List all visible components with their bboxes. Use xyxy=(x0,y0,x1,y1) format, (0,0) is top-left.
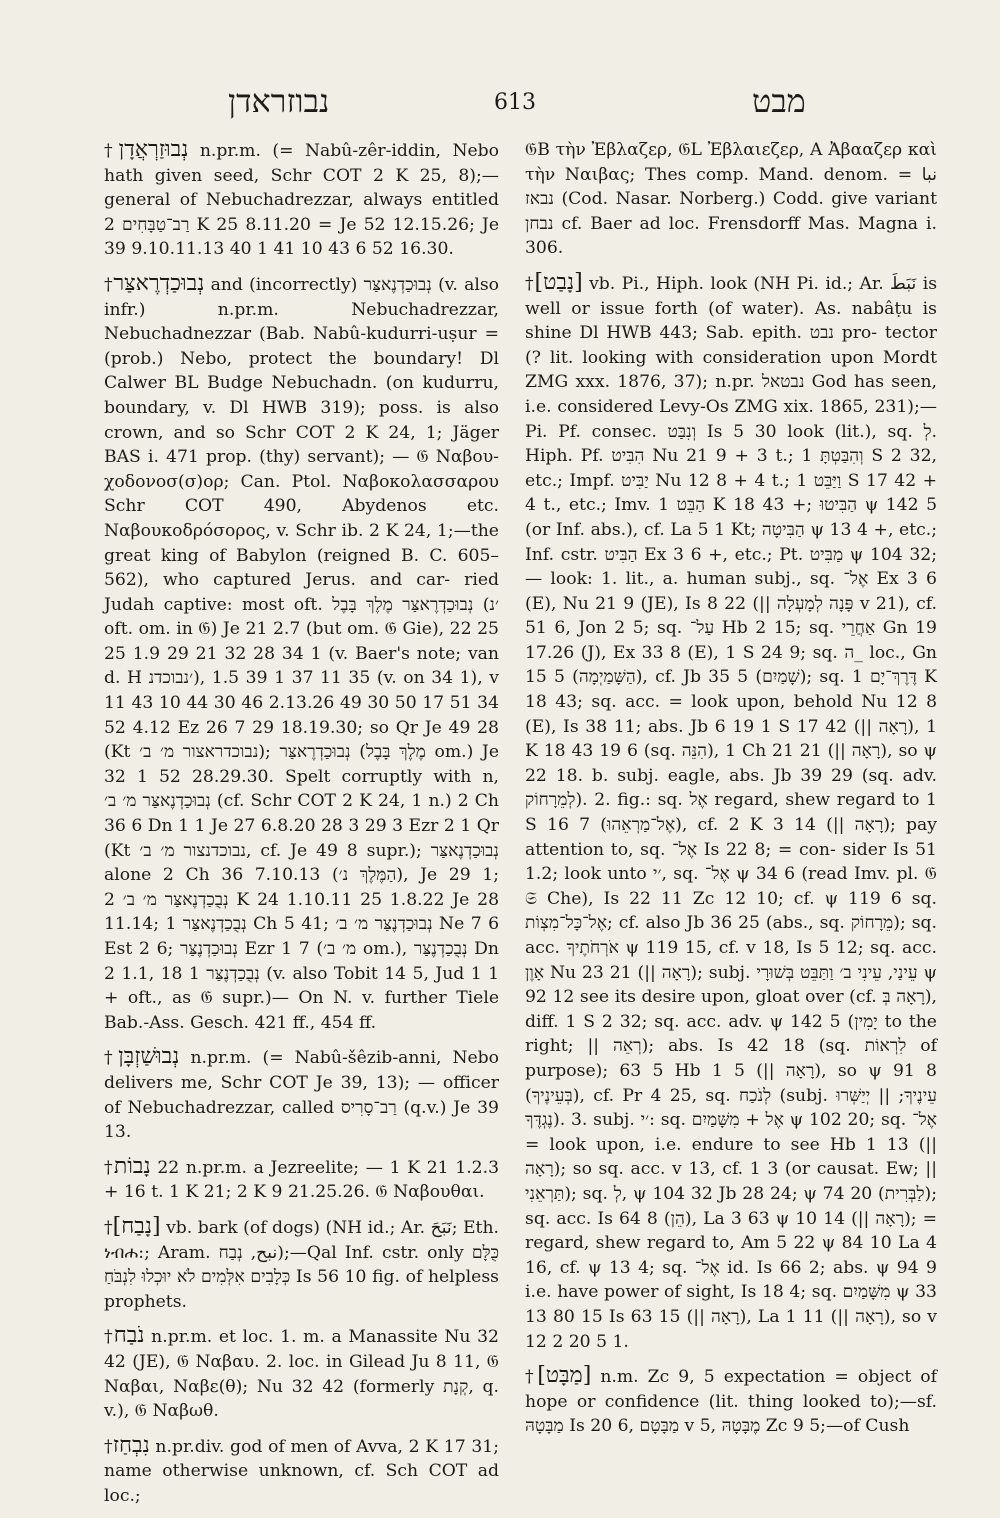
dagger-mark: † xyxy=(104,274,114,295)
running-head-left: נבוזראדן xyxy=(228,82,330,120)
entry-text-line: On N. v. further Tiele Bab.-Ass. Gesch. 421 ff., 454 ff. xyxy=(104,988,499,1033)
entry-text-line: קְנָת, q. v.), 𝔊 Ναβωθ. xyxy=(104,1376,499,1422)
entry-text-line: (שָׁמַיִם); sq. דֶּרֶךְ־יָם 1 K 18 43; sq. acc. = look xyxy=(525,667,937,713)
entry-text-line: sq. acc. אֹרְחֹתֶיךָ ψ 119 15, cf. v 18, Is 5 12; sq. acc. xyxy=(525,913,937,958)
left-column xyxy=(104,138,499,1518)
entry-text-line: fig. of helpless prophets. xyxy=(104,1267,499,1312)
entry-text-line: so v 12 2 20 5 1. xyxy=(525,1306,937,1352)
entry-text-line: sq. עַל־ Hb 2 15; sq. אַחֲרֵי Gn 19 17.26 (J), Ex 33 8 (E), xyxy=(525,618,937,663)
entry-text-line: Nebo hath given seed, Schr COT 2 K 25, 8);—general xyxy=(104,141,500,211)
entry-text-line: tector (? lit. looking with consideration upon xyxy=(525,323,937,368)
entry-text-line: COT 490, Abydenos etc. Ναβουκοδρόσορος, v. Schr xyxy=(104,496,499,541)
entry-text-line: n.pr.m. et loc. 1. m. a Manassite xyxy=(151,1327,445,1348)
entry-text-line: Jb 28 24; ψ 74 20 (לַבְּרִית); sq. acc. Is 64 8 (הֵן), xyxy=(525,1183,937,1229)
entry-headword: [נָבַח] xyxy=(112,1213,161,1239)
entry-headword: נָבוֹת xyxy=(113,1153,151,1179)
dictionary-entry xyxy=(525,1364,937,1439)
entry-text-line: nabâṭu is shine Dl HWB 443; Sab. epith. נבט pro- xyxy=(525,298,938,344)
dagger-mark: † xyxy=(104,141,119,161)
entry-headword: נֹבַח xyxy=(113,1323,145,1349)
entry-text-line: 1 S 24 9; sq. ה_ loc., Gn 15 5 (הַשָּׁמַיְמָה), cf. Jb 35 5 xyxy=(525,642,938,688)
entry-text-line: הַבִּיט Ex 3 6 +, etc.; Pt. מַבִּיט ψ 104 32; — look: xyxy=(525,544,937,590)
entry-text-line: sider Is 51 1.2; look unto ׳י, sq. אֶל־ ψ 34 6 (read xyxy=(525,839,937,885)
entry-text-line: of Nebuchadrezzar, always entitled רַב־טַבָּחִים xyxy=(114,190,499,235)
entry-text-line: diff. 1 S 2 32; sq. acc. adv. ψ 142 5 (יָמִין to the right; xyxy=(525,1011,937,1057)
entry-text-line: consec. וְנִבַּט Is 5 30 look (lit.), sq. לְ. Hiph. Pf. xyxy=(525,421,937,467)
entry-text-line: i.e. endure to see Hb 1 13 (|| רָאָה); so sq. acc. v 13, xyxy=(525,1134,937,1180)
entry-text-line: לְנֹכַח (subj. עֵינֶיךָ; || יְיַשְּׁרוּ נֶגְדֶּךָ). 3. subj. ׳י: xyxy=(525,1085,938,1131)
dagger-mark: † xyxy=(104,1217,113,1238)
dagger-mark: † xyxy=(104,1436,113,1457)
entry-headword: נִבְחַז xyxy=(112,1432,150,1458)
entry-text-line: ib. 2 K 24, 1;—the great king of Babylon (reigned xyxy=(104,520,499,566)
entry-text-line: sq. אֶל + מִשָּׁמַיִם ψ 102 20; sq. אֶל־ = look upon, xyxy=(525,1110,937,1155)
right-column xyxy=(525,138,937,1449)
entry-text-line: vb. bark (of dogs) (NH id.; Ar. xyxy=(166,1217,431,1238)
entry-text-line: Imv. הַבֵּט 1 K 18 43 +; הַבִּיטוּ ψ 142 5 (or Inf. abs.), xyxy=(525,495,938,540)
entry-text-line: نَبَحَ; Eth. ነብሐ:; Aram. نبح, נְבַח);—Qal Inf. xyxy=(104,1217,499,1263)
entry-text-line: נבחן cf. Baer ad loc. Frensdorff Mas. Magna i. 306. xyxy=(525,213,937,259)
entry-text-line: יַבִּיט Nu 12 8 + 4 t.; וַיַּבֵּט 1 S 17 42 + 4 t., etc.; xyxy=(525,470,937,516)
entry-text-line: cstr. only כֻּלָּם כְּלָבִים אִלְּמִים לֹא יוּכְלוּ לִנְבֹּחַ Is 56 10 xyxy=(104,1242,499,1288)
entry-text-line: מִשָּׁמַיִם ψ 33 13 80 15 Is 63 15 (|| רָאָה), La 1 11 (|| רָאָה), xyxy=(525,1282,937,1327)
entry-text-line: מ׳ ב׳ 2 K 24 1.10.11 25 1.8.22 Je 28 11.14; נְבֻכַדְנֶאצַּר xyxy=(104,889,499,935)
dagger-mark: † xyxy=(525,1367,538,1388)
entry-text-line: alone 2 Ch 36 7.10.13 (הַמֶּלֶךְ נ׳), Je 29 1; נְבֻכַדְנֶאצַּר xyxy=(104,865,499,910)
entry-text-line: i.e. considered Levy-Os ZMG xix. 1865, 231);—Pi. Pf. xyxy=(525,396,937,442)
dictionary-entry xyxy=(104,138,499,262)
page-number: 613 xyxy=(494,90,536,115)
entry-text-line: abs. ψ 94 9 i.e. have power of sight, Is 18 4; sq. xyxy=(525,1257,937,1303)
entry-text-line: 36 6 Dn 1 1 Je 27 6.8.20 28 3 29 3 Ezr 2 1 Qr (Kt xyxy=(104,816,499,861)
entry-text-line: 43 6 52 16.30. xyxy=(328,239,454,260)
entry-text-line: cf. 1 3 (or causat. Ew; || תַּרְאֵנִי); sq. לְ, ψ 104 32 xyxy=(525,1159,937,1204)
entry-text-line: H ׳נבוכדנ), 35 11 37 1 39 1.5 (v. on 34 1), v 11 43 10 xyxy=(104,668,499,714)
entry-text-line: Jäger BAS i. 471 prop. (thy) servant); — 𝔊 Ναβου- xyxy=(104,422,499,468)
entry-text-line: + 16 t. 1 K 21; 2 K 9 21.25.26. 𝔊 Ναβουθαι. xyxy=(104,1182,485,1203)
entry-headword: נְבוּכַדְרֶאצַּר xyxy=(113,270,205,296)
entry-text-line: Am 5 22 ψ 84 10 La 4 16, cf. ψ 13 4; sq. אֶל־ id. Is 66 2; xyxy=(525,1233,937,1278)
dictionary-entry xyxy=(525,271,937,1354)
entry-headword: נְבוּשַׁזְבָּן xyxy=(118,1044,180,1070)
entry-text-line: בָּבֶל (׳נ oft. om. in 𝔊) Je 21 2.7 (but om. 𝔊 Gie), xyxy=(104,594,499,640)
entry-headword: [מַבָּט] xyxy=(537,1363,592,1389)
entry-text-line: Ju 8 11, 𝔊 Ναβαι, Ναβε(θ); Nu 32 42 (formerly xyxy=(104,1351,499,1397)
entry-text-line: cf. La 5 1 Kt; הַבִּיטָה ψ 13 4 +, etc.; Inf. cstr. xyxy=(525,519,937,565)
dagger-mark: † xyxy=(525,273,535,294)
entry-text-line: Nebuchadrezzar, called רַב־סָרִיס (q.v.) Je 39 13. xyxy=(104,1097,499,1143)
entry-text-line: BL Budge Nebuchadn. (on kudurru, boundary, v. Dl xyxy=(104,373,499,418)
entry-text-line: with n, נְבוּכַדְנֶאצַּר מ׳ ב׳ (cf. Schr COT 2 K 24, 1 n.) 2 Ch xyxy=(104,766,499,812)
entry-text-line: הִבִּיט Nu 21 9 + 3 t.; וְהִבַּטְתָּ 1 S 2 32, etc.; Impf. xyxy=(525,446,937,491)
entry-text-line: n.m. Zc 9, 5 expectation = object of xyxy=(600,1367,938,1388)
entry-text-line: so Qr Je 49 28 (Kt נבוכדראצור מ׳ ב׳); נְבוּכַדְרֶאצַּר xyxy=(104,717,499,763)
entry-text-line: 17 31; name otherwise unknown, cf. Sch COT ad loc.; xyxy=(104,1436,499,1506)
entry-text-line: (מֶלֶךְ בָּבֶל om.) Je 32 1 52 28.29.30. Spelt corruptly xyxy=(104,742,499,787)
entry-text-line: B. C. 605–562), who captured Jerus. and car- xyxy=(104,545,499,591)
entry-text-line: sq. אֶל־כָּל־מִצְוֹת; cf. also Jb 36 25 (abs., sq. מֵרָחוֹק); xyxy=(525,888,937,934)
entry-text-line: n.pr.m. (= Nabû-zêr-iddin, xyxy=(199,141,453,161)
dagger-mark: † xyxy=(104,1327,114,1348)
entry-text-line: 22 25 25 1.9 29 21 32 28 34 1 (v. Baer's note; van d. xyxy=(104,619,499,689)
entry-text-line: 𝔊B τὴν Ἐβλαζερ, 𝔊L Ἐβλαιεζερ, A Ἀβααζερ καὶ xyxy=(525,140,937,160)
entry-text-line: vb. Pi., Hiph. look (NH Pi. id.; xyxy=(589,273,860,294)
dictionary-entry xyxy=(104,272,499,1035)
dagger-mark: † xyxy=(104,1157,114,1178)
entry-text-line: Nebo delivers me, Schr COT Je 39, 13); — officer of xyxy=(104,1048,500,1118)
entry-text-line: 21 9 (JE), Is 8 22 (|| פָּנָה לְמָעְלָה v 21), cf. 51 6, Jon 2 5; xyxy=(525,593,937,639)
dictionary-entry xyxy=(104,1155,499,1205)
entry-text-line: Nebuchadnezzar (Bab. Nabû-kudurri-uṣur xyxy=(104,324,485,345)
entry-text-line: hope or confidence (lit. thing looked to);—sf. xyxy=(525,1391,937,1412)
dictionary-entry xyxy=(525,138,937,261)
entry-text-line: 1. lit., a. human subj., sq. אֶל־ Ex 3 6 (E), Nu xyxy=(525,569,937,614)
entry-text-line: מַבָּטָהּ Is 20 6, מַבָּטָם v 5, מֶבָּטָהּ Zc 9 5;—of Cush xyxy=(525,1416,910,1437)
entry-text-line: (Cod. Nasar. Norberg.) Codd. give variant xyxy=(561,189,937,210)
entry-text-line: (v. also Tobit 14 5, Jud 1 1 + oft., as 𝔊 supr.)— xyxy=(104,963,500,1009)
dictionary-entry xyxy=(104,1045,499,1144)
running-head-right: מבט xyxy=(752,82,806,120)
entry-text-line: = (prob.) Nebo, protect the boundary! Dl Calwer xyxy=(104,324,499,394)
entry-text-line: || רְאֵה); abs. Is 42 18 (sq. לִרְאוֹת of purpose); 63 5 xyxy=(525,1036,937,1081)
entry-text-line: 22 n.pr.m. a Jezreelite; — 1 K 21 1.2.3 xyxy=(157,1157,500,1178)
entry-text-line: Ar. نَبَطَ is well or issue forth (of water). As. xyxy=(525,273,938,319)
entry-text-line: Mordt ZMG xxx. 1876, 37); n.pr. נבטאל God has seen, xyxy=(525,347,937,393)
entry-headword: נְבוּזַרְאֲדָן xyxy=(118,137,189,162)
entry-text-line: (|| רָאָה), so ψ 22 18. b. subj. eagle, abs. Jb 39 29 xyxy=(525,741,937,786)
entry-text-line: Nu 32 42 (JE), 𝔊 Ναβαυ. 2. loc. in Gilead xyxy=(104,1327,499,1372)
entry-text-line: (|| רָאָה); pay attention to, sq. אֶל־ Is 22 8; = con- xyxy=(525,815,937,860)
dictionary-entry xyxy=(104,1434,499,1509)
entry-text-line: (sq. adv. לְמֵרָחוֹק). 2. fig.: sq. אֶל regard, xyxy=(525,765,937,811)
entry-text-line: n.pr.m. (= Nabû-šêzib-anni, xyxy=(190,1048,453,1069)
entry-text-line: אָוֶן Nu 23 21 (|| רָאָה); subj. עֵינַי, עֵינִי ב׳ וַתַּבֵּט בְּשׁוּרָי xyxy=(525,962,924,983)
entry-text-line: 2 K 25 8.11.20 = Je 52 12.15.26; Je 39 9.10.11.13 40 1 41 10 xyxy=(104,214,499,260)
entry-text-line: τὴν Ναιβας; Thes comp. Mand. denom. نبا = נבאז xyxy=(525,164,937,210)
entry-text-line: (v. also infr.) n.pr.m. Nebuchadrezzar, xyxy=(104,274,499,320)
dictionary-entry xyxy=(104,1215,499,1314)
entry-text-line: and (incorrectly) נְבוּכַדְנֶאצַּר xyxy=(210,274,439,295)
entry-text-line: 44 30 46 2.13.26 49 30 50 17 51 34 52 4.12 Ez 26 7 29 18.19.30; xyxy=(104,693,499,738)
dictionary-entry xyxy=(104,1324,499,1423)
entry-text-line: HWB 319); poss. is also crown, and so Schr COT 2 K 24, 1; xyxy=(104,397,499,443)
entry-text-line: ried Judah captive: most oft. נְבוּכַדְרֶאצַּר מֶלֶךְ xyxy=(104,570,499,615)
entry-text-line: 1 Ch 5 41; נְבוּכַדְנֶצַּר מ׳ ב׳ Ne 7 6 Est 2 6; נְבוּכַדְנֶצַּר xyxy=(104,914,500,959)
entry-text-line: χοδονοσ(σ)ορ; Can. Ptol. Ναβοκολασσαρου Schr xyxy=(104,471,499,517)
entry-text-line: n.pr.div. god of men of Avva, 2 K xyxy=(155,1436,444,1457)
dagger-mark: † xyxy=(104,1048,119,1069)
entry-text-line: upon, behold Nu 12 8 (E), Is 38 11; abs. Jb 6 19 xyxy=(525,692,937,737)
entry-text-line: shew regard to 1 S 16 7 (אֶל־מַרְאֵהוּ), cf. 2 K 3 14 xyxy=(525,790,937,836)
entry-text-line: ψ 92 12 see its desire upon, gloat over (cf. רָאָה בְּ), xyxy=(525,962,938,1008)
entry-text-line: Imv. pl. 𝔊 𝔖 Che), Is 22 11 Zc 12 10; cf. ψ 119 6 xyxy=(525,864,937,909)
entry-text-line: Hb 1 5 (|| רָאָה), so ψ 91 8 (בְּעֵינֶיךָ), cf. Pr 4 25, sq. xyxy=(525,1060,937,1106)
entry-text-line: La 3 63 ψ 10 14 (|| רָאָה); = regard, shew regard to, xyxy=(525,1208,938,1254)
entry-text-line: 1 S 17 42 (|| רָאָה), 1 K 18 43 19 6 (sq. הִנֵּה), 1 Ch 21 21 xyxy=(525,716,937,762)
entry-headword: [נָבַט] xyxy=(534,269,583,295)
entry-text-line: נבוכדנצור מ׳ ב׳, cf. Je 49 8 supr.); נְבוּכַדְנֶאצַּר xyxy=(139,840,499,861)
entry-text-line: Ezr 1 7 (מ׳ ב׳ om.), נְבֻכַדְנֶצַּר Dn 2 1.1, נְבֻכַדְנֶצַּר 1 18 xyxy=(104,939,500,984)
